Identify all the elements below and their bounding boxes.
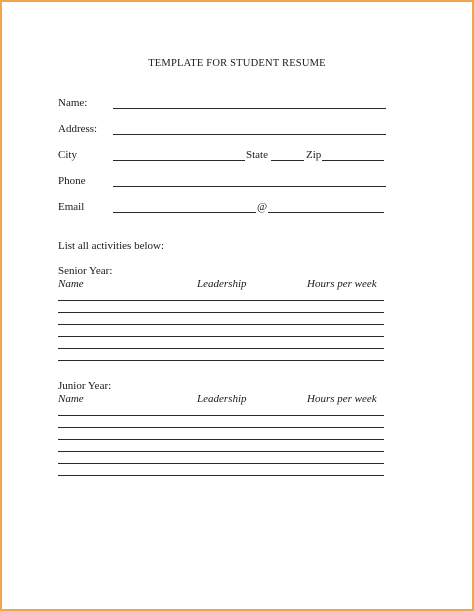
state-field-line[interactable]	[271, 160, 304, 161]
junior-activity-line[interactable]	[58, 439, 384, 440]
junior-year-heading: Junior Year:	[58, 380, 112, 392]
phone-field-line[interactable]	[113, 186, 386, 187]
email-domain-field-line[interactable]	[268, 212, 384, 213]
email-label: Email	[58, 201, 85, 213]
state-label: State	[246, 149, 268, 161]
senior-activity-line[interactable]	[58, 312, 384, 313]
junior-col-hours: Hours per week	[307, 393, 377, 405]
junior-activity-line[interactable]	[58, 475, 384, 476]
city-field-line[interactable]	[113, 160, 245, 161]
document-title: TEMPLATE FOR STUDENT RESUME	[148, 58, 326, 69]
senior-col-name: Name	[58, 278, 84, 290]
senior-activity-line[interactable]	[58, 336, 384, 337]
junior-col-leadership: Leadership	[197, 393, 247, 405]
address-field-line[interactable]	[113, 134, 386, 135]
activities-prompt: List all activities below:	[58, 240, 165, 252]
phone-label: Phone	[58, 175, 86, 187]
senior-activity-line[interactable]	[58, 300, 384, 301]
junior-activity-line[interactable]	[58, 451, 384, 452]
senior-year-heading: Senior Year:	[58, 265, 113, 277]
email-user-field-line[interactable]	[113, 212, 256, 213]
name-label: Name:	[58, 97, 88, 109]
junior-col-name: Name	[58, 393, 84, 405]
address-label: Address:	[58, 123, 98, 135]
city-label: City	[58, 149, 77, 161]
zip-label: Zip	[306, 149, 322, 161]
senior-col-leadership: Leadership	[197, 278, 247, 290]
junior-activity-line[interactable]	[58, 427, 384, 428]
name-field-line[interactable]	[113, 108, 386, 109]
senior-col-hours: Hours per week	[307, 278, 377, 290]
email-at-sign: @	[257, 201, 268, 213]
senior-activity-line[interactable]	[58, 360, 384, 361]
junior-activity-line[interactable]	[58, 415, 384, 416]
zip-field-line[interactable]	[322, 160, 384, 161]
senior-activity-line[interactable]	[58, 348, 384, 349]
senior-activity-line[interactable]	[58, 324, 384, 325]
junior-activity-line[interactable]	[58, 463, 384, 464]
